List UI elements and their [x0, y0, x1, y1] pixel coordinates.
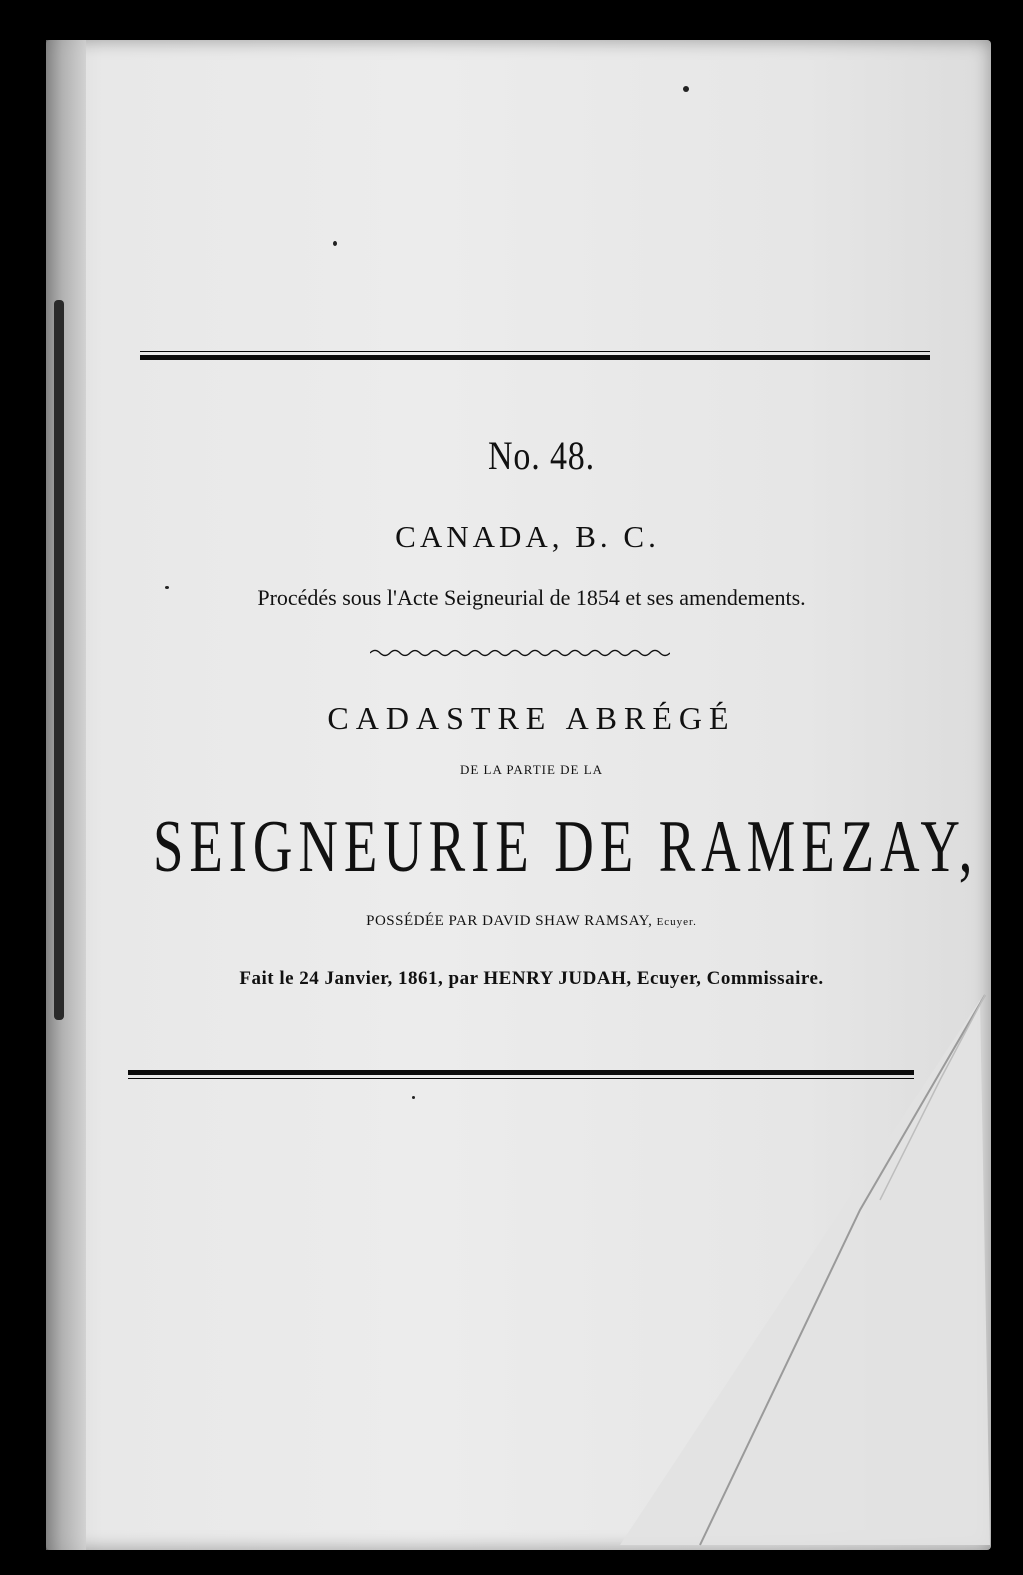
owner-title: Ecuyer. — [656, 916, 697, 928]
proceedings-line: Procédés sous l'Acte Seigneurial de 1854 et ses amendements. — [257, 585, 806, 610]
cadastre-title: CADASTRE ABRÉGÉ — [327, 700, 736, 736]
owner-name: POSSÉDÉE PAR DAVID SHAW RAMSAY, — [366, 913, 657, 929]
binding-shadow — [54, 300, 64, 1020]
ink-speck — [412, 1096, 415, 1099]
region-heading: CANADA, B. C. — [395, 519, 660, 554]
partie-subtitle: DE LA PARTIE DE LA — [459, 762, 604, 777]
ink-speck — [333, 241, 337, 246]
wavy-divider — [370, 648, 670, 658]
top-rule-thin — [140, 351, 930, 352]
ink-speck — [165, 586, 169, 589]
bottom-rule-thin — [128, 1078, 914, 1079]
seigneurie-title: SEIGNEURIE DE RAMEZAY, — [152, 806, 979, 888]
paper-sheet — [46, 40, 991, 1550]
bottom-rule — [128, 1070, 914, 1075]
ink-speck — [683, 86, 689, 92]
binding-edge — [46, 40, 86, 1550]
owner-line — [20, 913, 1023, 930]
made-by-line: Fait le 24 Janvier, 1861, par HENRY JUDAH, Ecuyer, Commissaire. — [239, 968, 824, 989]
document-number: No. 48. — [487, 433, 595, 478]
top-rule — [140, 355, 930, 360]
